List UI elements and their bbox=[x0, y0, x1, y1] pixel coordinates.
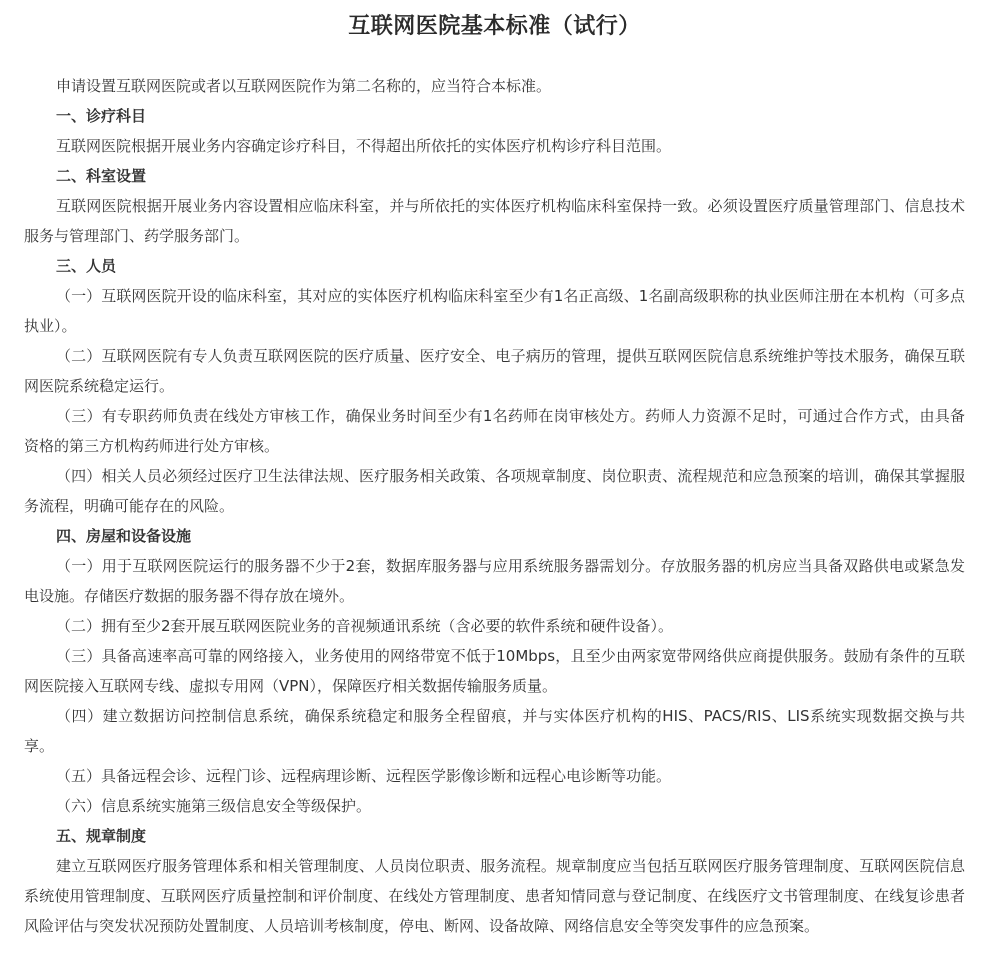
section-heading: 一、诊疗科目 bbox=[56, 107, 147, 125]
section-heading: 二、科室设置 bbox=[56, 167, 147, 185]
section-paragraph: （二）拥有至少2套开展互联网医院业务的音视频通讯系统（含必要的软件系统和硬件设备）。 bbox=[56, 617, 674, 635]
section-facilities-equipment bbox=[24, 521, 965, 821]
section-paragraph: 互联网医院根据开展业务内容确定诊疗科目，不得超出所依托的实体医疗机构诊疗科目范围。 bbox=[56, 137, 672, 155]
section-paragraph: （四）建立数据访问控制信息系统，确保系统稳定和服务全程留痕，并与实体医疗机构的HIS、PACS/RIS、LIS系统实现数据交换与共享。 bbox=[24, 707, 965, 755]
section-paragraph: （二）互联网医院有专人负责互联网医院的医疗质量、医疗安全、电子病历的管理，提供互联网医院信息系统维护等技术服务，确保互联网医院系统稳定运行。 bbox=[24, 347, 965, 395]
section-personnel bbox=[24, 251, 965, 521]
section-paragraph: （三）具备高速率高可靠的网络接入，业务使用的网络带宽不低于10Mbps，且至少由两家宽带网络供应商提供服务。鼓励有条件的互联网医院接入互联网专线、虚拟专用网（VPN），保障医疗相关数据传输服务质量。 bbox=[24, 647, 965, 695]
section-paragraph: （一）用于互联网医院运行的服务器不少于2套，数据库服务器与应用系统服务器需划分。存放服务器的机房应当具备双路供电或紧急发电设施。存储医疗数据的服务器不得存放在境外。 bbox=[24, 557, 965, 605]
section-rules-regulations bbox=[24, 821, 965, 941]
document-body bbox=[24, 71, 965, 941]
section-paragraph: （三）有专职药师负责在线处方审核工作，确保业务时间至少有1名药师在岗审核处方。药师人力资源不足时，可通过合作方式，由具备资格的第三方机构药师进行处方审核。 bbox=[24, 407, 965, 455]
intro-paragraph: 申请设置互联网医院或者以互联网医院作为第二名称的，应当符合本标准。 bbox=[56, 77, 552, 95]
document-title: 互联网医院基本标准（试行） bbox=[348, 14, 641, 39]
section-diagnosis-subjects bbox=[24, 101, 965, 161]
section-heading: 三、人员 bbox=[56, 257, 117, 275]
section-paragraph: 互联网医院根据开展业务内容设置相应临床科室，并与所依托的实体医疗机构临床科室保持一致。必须设置医疗质量管理部门、信息技术服务与管理部门、药学服务部门。 bbox=[24, 197, 965, 245]
section-paragraph: （六）信息系统实施第三级信息安全等级保护。 bbox=[56, 797, 372, 815]
section-paragraph: （四）相关人员必须经过医疗卫生法律法规、医疗服务相关政策、各项规章制度、岗位职责、流程规范和应急预案的培训，确保其掌握服务流程，明确可能存在的风险。 bbox=[24, 467, 965, 515]
section-heading: 五、规章制度 bbox=[56, 827, 147, 845]
section-paragraph: （一）互联网医院开设的临床科室，其对应的实体医疗机构临床科室至少有1名正高级、1名副高级职称的执业医师注册在本机构（可多点执业）。 bbox=[24, 287, 965, 335]
section-department-setup bbox=[24, 161, 965, 251]
section-paragraph: （五）具备远程会诊、远程门诊、远程病理诊断、远程医学影像诊断和远程心电诊断等功能。 bbox=[56, 767, 672, 785]
section-paragraph: 建立互联网医疗服务管理体系和相关管理制度、人员岗位职责、服务流程。规章制度应当包括互联网医疗服务管理制度、互联网医院信息系统使用管理制度、互联网医疗质量控制和评价制度、在线处方管理制度、患者知情同意与登记制度、在线医疗文书管理制度、在线复诊患者风险评估与突发状况预防处置制度、人员培训考核制度，停电、断网、设备故障、网络信息安全等突发事件的应急预案。 bbox=[24, 857, 965, 935]
section-heading: 四、房屋和设备设施 bbox=[56, 527, 192, 545]
